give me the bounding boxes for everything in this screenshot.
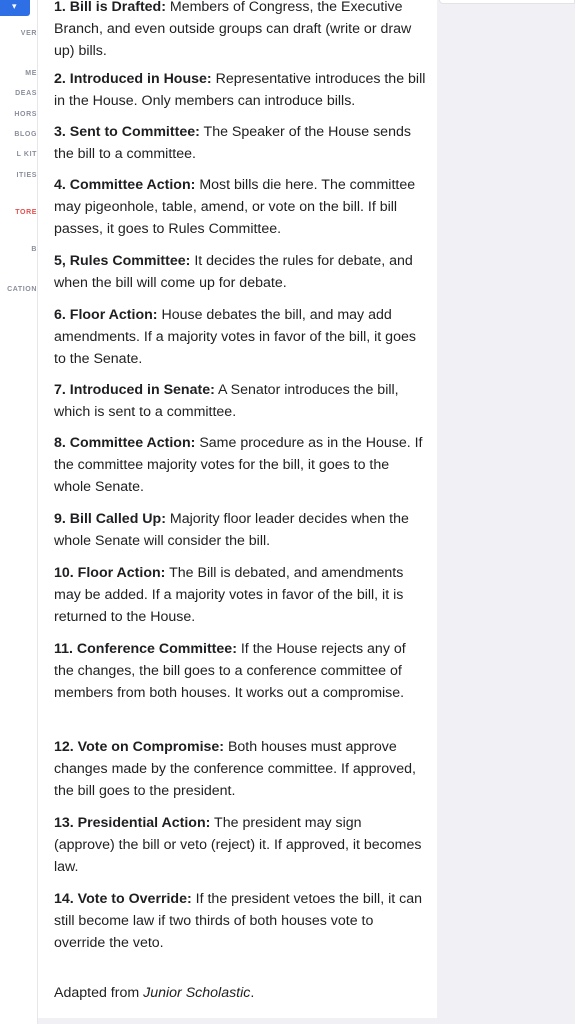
list-item	[54, 508, 426, 552]
sidebar-menu-button[interactable]	[0, 0, 30, 16]
list-item	[54, 736, 426, 802]
sidebar-item-9[interactable]: B	[31, 246, 37, 253]
sidebar-item-5[interactable]: BLOG	[14, 131, 37, 138]
step-title: 13. Presidential Action:	[54, 815, 211, 831]
side-panel-card	[439, 0, 575, 4]
step-text: Representative introduces the bill in the House. Only members can introduce bills.	[54, 71, 426, 109]
step-text: A Senator introduces the bill, which is sent to a committee.	[54, 382, 399, 420]
list-item	[54, 304, 426, 370]
list-item	[54, 174, 426, 240]
list-item	[54, 250, 426, 294]
step-title: 7. Introduced in Senate:	[54, 382, 215, 398]
article-card	[38, 0, 437, 1018]
step-text: Both houses must approve changes made by the conference committee. If approved, the bill goes to the president.	[54, 739, 416, 799]
sidebar-item-6[interactable]: L KIT	[16, 151, 37, 158]
step-title: 14. Vote to Override:	[54, 891, 192, 907]
sidebar-item-1[interactable]: VER	[20, 30, 37, 37]
step-text: The president may sign (approve) the bill or veto (reject) it. If approved, it becomes law.	[54, 815, 422, 875]
step-text: If the House rejects any of the changes, the bill goes to a conference committee of members from both houses. It works out a compromise.	[54, 641, 406, 701]
step-title: 9. Bill Called Up:	[54, 511, 166, 527]
credit-prefix: Adapted from	[54, 985, 144, 1002]
step-text: If the president vetoes the bill, it can still become law if two thirds of both houses vote to override the veto.	[54, 891, 423, 951]
step-title: 6. Floor Action:	[54, 307, 158, 323]
step-text: The Speaker of the House sends the bill to a committee.	[54, 124, 411, 162]
credit-suffix: .	[250, 985, 255, 1002]
list-item	[54, 562, 426, 628]
chevron-down-icon: ▾	[12, 1, 17, 11]
step-title: 4. Committee Action:	[54, 177, 196, 193]
sidebar-item-3[interactable]: DEAS	[15, 90, 37, 97]
step-title: 12. Vote on Compromise:	[54, 739, 225, 755]
step-title: 3. Sent to Committee:	[54, 124, 200, 140]
source-credit	[54, 982, 254, 1004]
sidebar-item-4[interactable]: HORS	[14, 111, 37, 118]
sidebar-item-8[interactable]: TORE	[15, 209, 37, 216]
step-text: Most bills die here. The committee may pigeonhole, table, amend, or vote on the bill. If bill passes, it goes to Rules Committee.	[54, 177, 416, 237]
step-title: 8. Committee Action:	[54, 435, 196, 451]
list-item	[54, 379, 426, 423]
list-item	[54, 888, 426, 954]
list-item	[54, 812, 426, 878]
list-item	[54, 638, 426, 704]
list-item	[54, 0, 426, 62]
step-text: Same procedure as in the House. If the committee majority votes for the bill, it goes to the whole Senate.	[54, 435, 423, 495]
step-text: It decides the rules for debate, and when the bill will come up for debate.	[54, 253, 413, 291]
step-title: 10. Floor Action:	[54, 565, 166, 581]
step-title: 2. Introduced in House:	[54, 71, 212, 87]
list-item	[54, 432, 426, 498]
step-title: 5, Rules Committee:	[54, 253, 191, 269]
step-text: The Bill is debated, and amendments may be added. If a majority votes in favor of the bill, it is returned to the House.	[54, 565, 404, 625]
sidebar-item-10[interactable]: CATION	[7, 286, 37, 293]
list-item	[54, 68, 426, 112]
step-text: Majority floor leader decides when the whole Senate will consider the bill.	[54, 511, 409, 549]
sidebar-nav	[0, 0, 38, 1024]
list-item	[54, 121, 426, 165]
sidebar-item-7[interactable]: ITIES	[16, 172, 37, 179]
step-text: Members of Congress, the Executive Branch, and even outside groups can draft (write or draw up) bills.	[54, 0, 412, 59]
step-text: House debates the bill, and may add amendments. If a majority votes in favor of the bill, it goes to the Senate.	[54, 307, 416, 367]
sidebar-item-2[interactable]: ME	[25, 70, 37, 77]
credit-source: Junior Scholastic	[143, 985, 251, 1002]
step-title: 11. Conference Committee:	[54, 641, 237, 657]
step-title: 1. Bill is Drafted:	[54, 0, 166, 15]
